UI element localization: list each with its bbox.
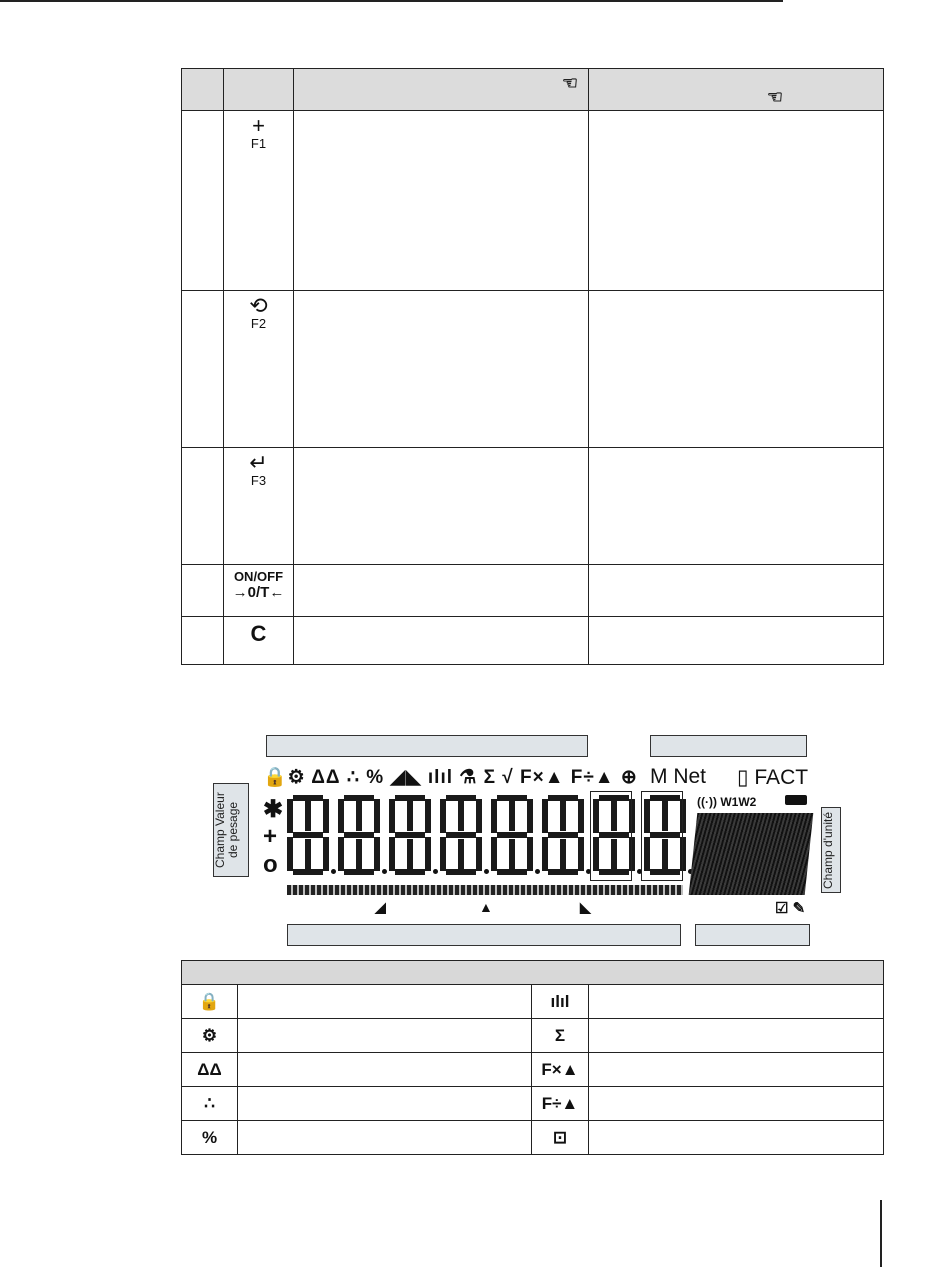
digit-segment [440, 837, 446, 871]
battery-icon [785, 795, 807, 805]
digit-segment [458, 801, 464, 831]
decimal-point [382, 869, 387, 874]
bargraph-scale [287, 885, 683, 895]
digit-segment [560, 839, 566, 869]
f-times-weight-icon: F×▲ [532, 1053, 589, 1087]
header-cell-long-press [589, 69, 884, 111]
plus-sign-icon: + [263, 823, 278, 850]
digit-segment [527, 837, 533, 871]
check-wrench-icons: ☑ ✎ [775, 900, 806, 917]
hand-pointer-long-icon: ☜ [766, 87, 783, 107]
enter-icon: ↵ [249, 450, 268, 475]
c-icon: C [250, 621, 267, 646]
digit-segment [344, 869, 374, 875]
status-field-bar [650, 735, 807, 757]
digit-segment [491, 837, 497, 871]
segment-digit [389, 795, 431, 875]
percent-icon: % [182, 1121, 238, 1155]
digit-segment [509, 839, 515, 869]
service-field-bar [695, 924, 810, 946]
digit-segment [407, 839, 413, 869]
segment-digit [440, 795, 482, 875]
digit-segment [491, 799, 497, 833]
table-row [182, 291, 884, 448]
digit-segment [344, 832, 374, 838]
table-row [182, 1121, 884, 1155]
digit-segment [323, 837, 329, 871]
sigma-icon: Σ [532, 1019, 589, 1053]
digit-segment [578, 799, 584, 833]
digit-segment [446, 869, 476, 875]
table-row [182, 985, 884, 1019]
table-row [182, 617, 884, 665]
digit-segment [293, 869, 323, 875]
counting-dots-icon: ∴ [182, 1087, 238, 1121]
zero-circle-icon: o [263, 851, 278, 878]
digit-segment [407, 801, 413, 831]
digit-segment [548, 832, 578, 838]
hand-pointer-icon: ☜ [561, 73, 578, 93]
target-triangle-icon: ▲ [479, 899, 493, 915]
digit-segment [446, 832, 476, 838]
m-net-indicators: M Net [650, 765, 707, 788]
digit-segment [389, 837, 395, 871]
digit-segment [374, 837, 380, 871]
unit-field-label: Champ d'unité [821, 807, 841, 893]
lower-limit-icon: ◢ [375, 899, 386, 915]
on-off-tare-key [224, 565, 294, 617]
digit-bracket [641, 791, 683, 881]
digit-segment [287, 799, 293, 833]
top-rule [0, 0, 783, 2]
table-row [182, 448, 884, 565]
symbols-table-header [182, 961, 884, 985]
decimal-point [433, 869, 438, 874]
digit-segment [338, 799, 344, 833]
fact-indicator: ▯ FACT [737, 766, 809, 789]
plus-icon: + [252, 113, 265, 138]
digit-segment [338, 837, 344, 871]
key-label-f3: F3 [250, 473, 267, 488]
table-row [182, 111, 884, 291]
rotate-icon: ⟲ [249, 293, 268, 318]
keys-table-header [182, 69, 884, 111]
digit-segment [527, 799, 533, 833]
c-key [224, 617, 294, 665]
download-box-icon: ⊡ [532, 1121, 589, 1155]
symbols-table [181, 960, 884, 1155]
table-row [182, 1019, 884, 1053]
digit-segment [395, 869, 425, 875]
f3-key [224, 448, 294, 565]
unit-segment-panel [689, 813, 814, 895]
digit-segment [374, 799, 380, 833]
segment-digit [338, 795, 380, 875]
top-status-icons: 🔒⚙ ΔΔ ∴ % ◢◣ ılıl ⚗ Σ √ F×▲ F÷▲ ⊕ [263, 767, 638, 788]
digit-segment [548, 869, 578, 875]
digit-segment [497, 869, 527, 875]
header-cell-key [224, 69, 294, 111]
digit-segment [287, 837, 293, 871]
top-icons-field-bar [266, 735, 588, 757]
digit-segment [293, 832, 323, 838]
f-divide-weight-icon: F÷▲ [532, 1087, 589, 1121]
weight-field-label: Champ Valeur de pesage [213, 783, 249, 877]
lock-icon: 🔒 [182, 985, 238, 1019]
histogram-icon: ılıl [532, 985, 589, 1019]
w1w2-indicator: ((·)) W1W2 [697, 795, 757, 809]
digit-segment [542, 837, 548, 871]
digit-segment [356, 839, 362, 869]
digit-segment [578, 837, 584, 871]
table-row [182, 1087, 884, 1121]
digit-segment [356, 801, 362, 831]
keys-table [181, 68, 884, 665]
right-margin-rule [880, 1200, 882, 1267]
digit-segment [497, 832, 527, 838]
segment-digit [542, 795, 584, 875]
digit-segment [476, 837, 482, 871]
stability-asterisk-icon: ✱ [263, 796, 284, 823]
segment-digit [491, 795, 533, 875]
digit-segment [395, 832, 425, 838]
key-label-f1: F1 [250, 136, 267, 151]
table-row [182, 565, 884, 617]
digit-bracket [590, 791, 632, 881]
lcd-display-diagram [205, 735, 845, 950]
header-cell-index [182, 69, 224, 111]
decimal-point [484, 869, 489, 874]
digit-segment [560, 801, 566, 831]
f1-key [224, 111, 294, 291]
digit-segment [440, 799, 446, 833]
zero-tare-label: →0/T← [232, 584, 285, 601]
digit-segment [425, 837, 431, 871]
delta-delta-icon: ΔΔ [182, 1053, 238, 1087]
digit-segment [509, 801, 515, 831]
decimal-point [331, 869, 336, 874]
digit-segment [389, 799, 395, 833]
digit-segment [323, 799, 329, 833]
digit-segment [305, 839, 311, 869]
settings-icon: ⚙ [182, 1019, 238, 1053]
digit-segment [425, 799, 431, 833]
digit-segment [458, 839, 464, 869]
digit-segment [476, 799, 482, 833]
bargraph-field-bar [287, 924, 681, 946]
table-row [182, 1053, 884, 1087]
header-cell-short-press [294, 69, 589, 111]
on-off-label: ON/OFF [233, 569, 284, 584]
segment-digit [287, 795, 329, 875]
upper-limit-icon: ◣ [580, 899, 591, 915]
digit-segment [305, 801, 311, 831]
key-label-f2: F2 [250, 316, 267, 331]
decimal-point [535, 869, 540, 874]
f2-key [224, 291, 294, 448]
digit-segment [542, 799, 548, 833]
